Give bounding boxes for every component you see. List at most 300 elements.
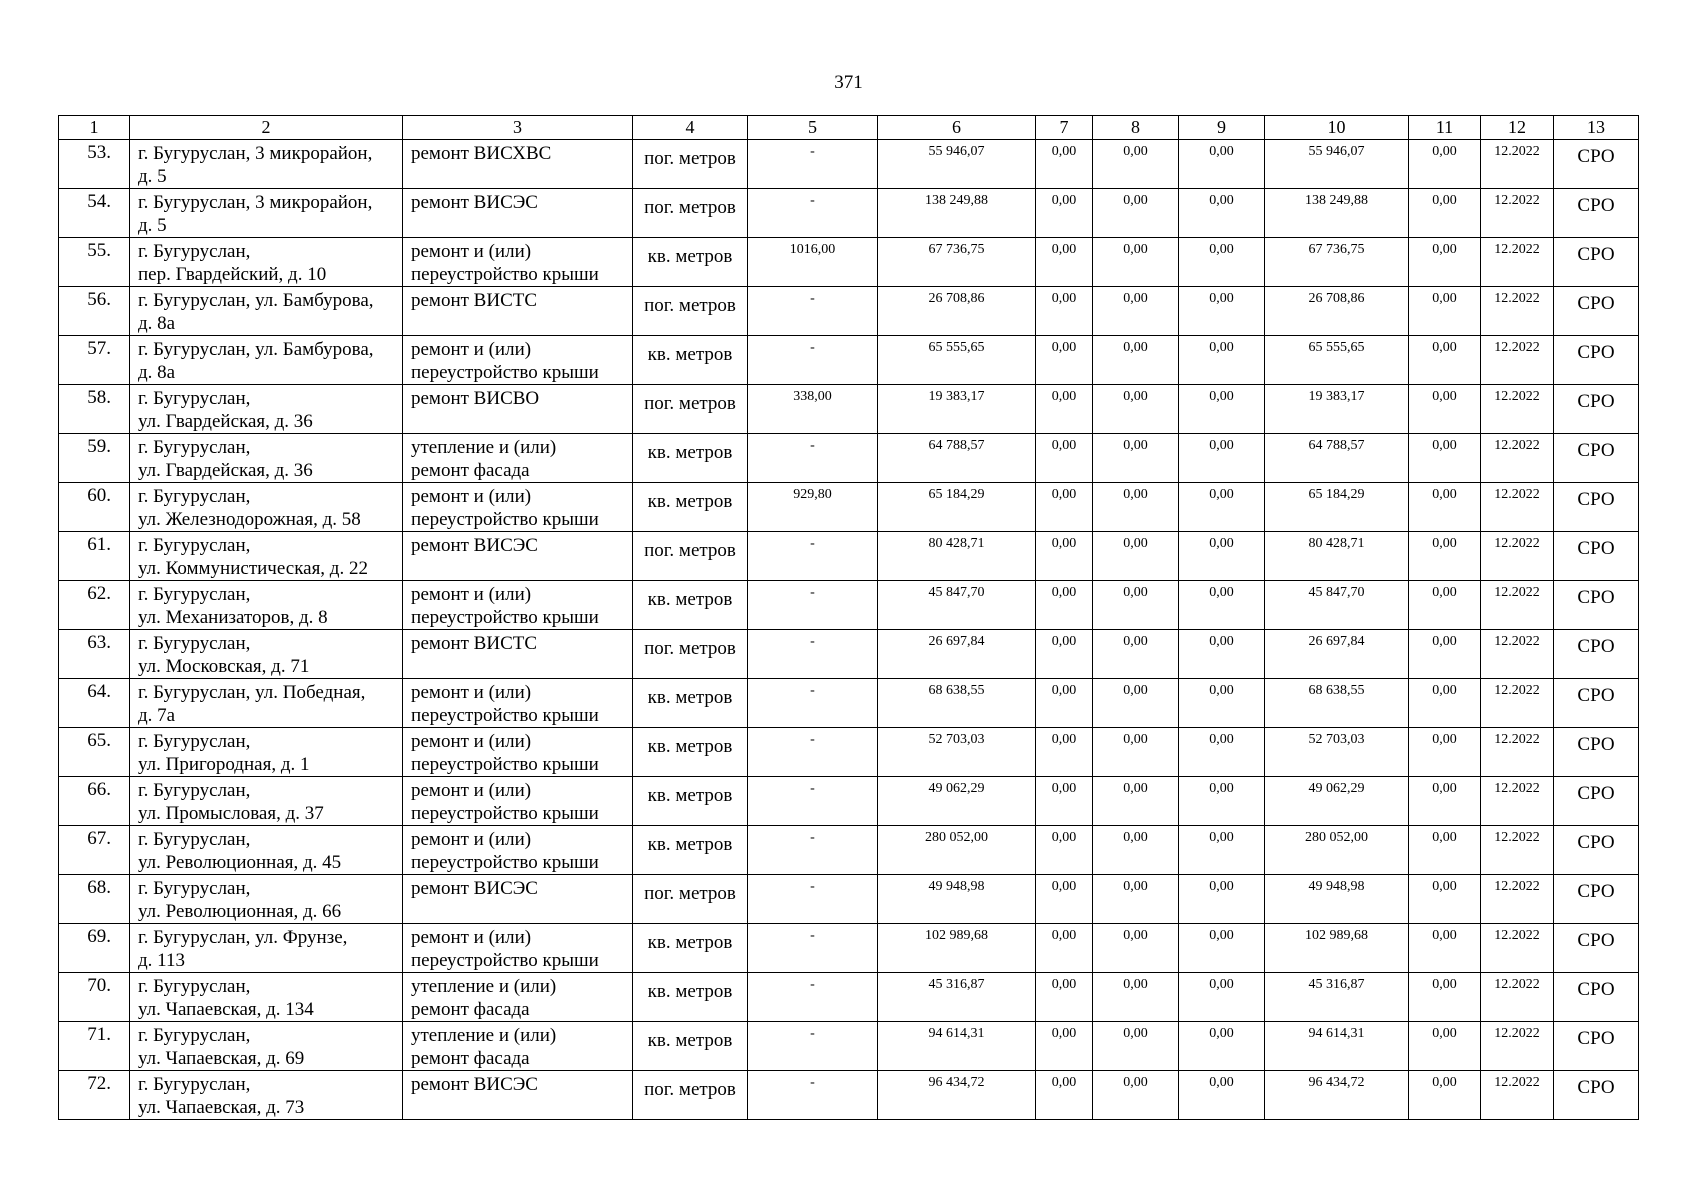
funding-source-cell-line: СРО <box>1577 391 1615 412</box>
deadline-cell <box>1481 875 1554 924</box>
col9-cell-line: 0,00 <box>1209 879 1234 894</box>
table-row <box>59 581 1639 630</box>
total-cost-cell <box>878 238 1036 287</box>
col7-cell-line: 0,00 <box>1051 977 1077 992</box>
unit-cell <box>633 581 748 630</box>
col11-cell <box>1409 336 1481 385</box>
unit-cell <box>633 728 748 777</box>
table-row <box>59 973 1639 1022</box>
deadline-cell <box>1481 581 1554 630</box>
volume-cell-line: - <box>810 879 815 894</box>
col8-cell <box>1093 728 1179 777</box>
col9-cell-line: 0,00 <box>1209 389 1234 404</box>
address-cell-line: г. Бугуруслан, <box>138 780 251 801</box>
unit-cell <box>633 1071 748 1120</box>
work-type-cell <box>403 385 633 434</box>
col8-cell <box>1093 826 1179 875</box>
col9-cell-line: 0,00 <box>1209 487 1234 502</box>
work-type-cell-line: утепление и (или) <box>411 437 557 458</box>
row-number <box>59 385 130 434</box>
row-number-line: 54. <box>87 191 111 212</box>
table-row <box>59 1022 1639 1071</box>
col8-cell <box>1093 1022 1179 1071</box>
deadline-cell-line: 12.2022 <box>1494 634 1540 649</box>
volume-cell-line: - <box>810 340 815 355</box>
work-type-cell <box>403 1022 633 1071</box>
col11-cell <box>1409 189 1481 238</box>
row-number <box>59 826 130 875</box>
address-cell-line: д. 8а <box>138 362 176 383</box>
col8-cell <box>1093 140 1179 189</box>
work-type-cell <box>403 483 633 532</box>
col8-cell <box>1093 336 1179 385</box>
address-cell <box>130 973 403 1022</box>
col10-cell <box>1265 875 1409 924</box>
col10-cell-line: 68 638,55 <box>1308 683 1365 698</box>
column-number-12: 12 <box>1481 116 1554 140</box>
work-type-cell-line: переустройство крыши <box>411 803 599 824</box>
col7-cell <box>1036 385 1093 434</box>
unit-cell <box>633 973 748 1022</box>
col11-cell-line: 0,00 <box>1432 242 1457 257</box>
total-cost-cell-line: 49 948,98 <box>928 879 985 894</box>
address-cell-line: ул. Революционная, д. 45 <box>138 852 342 873</box>
col7-cell <box>1036 140 1093 189</box>
repair-program-table <box>58 115 1639 1120</box>
total-cost-cell <box>878 924 1036 973</box>
row-number-line: 66. <box>87 779 111 800</box>
total-cost-cell-line: 280 052,00 <box>925 830 988 845</box>
column-number-11: 11 <box>1409 116 1481 140</box>
col9-cell-line: 0,00 <box>1209 830 1234 845</box>
column-number-6: 6 <box>878 116 1036 140</box>
total-cost-cell <box>878 532 1036 581</box>
deadline-cell-line: 12.2022 <box>1494 487 1540 502</box>
col9-cell <box>1179 189 1265 238</box>
table-row <box>59 140 1639 189</box>
col11-cell-line: 0,00 <box>1432 1075 1457 1090</box>
col7-cell-line: 0,00 <box>1051 1026 1077 1041</box>
col9-cell-line: 0,00 <box>1209 732 1234 747</box>
funding-source-cell-line: СРО <box>1577 1077 1615 1098</box>
deadline-cell-line: 12.2022 <box>1494 585 1540 600</box>
total-cost-cell-line: 26 708,86 <box>928 291 985 306</box>
unit-cell <box>633 189 748 238</box>
table-row <box>59 238 1639 287</box>
col11-cell-line: 0,00 <box>1432 781 1457 796</box>
table-row <box>59 1071 1639 1120</box>
col9-cell <box>1179 238 1265 287</box>
funding-source-cell <box>1554 679 1639 728</box>
address-cell-line: г. Бугуруслан, <box>138 437 251 458</box>
work-type-cell-line: ремонт ВИСТС <box>411 633 538 654</box>
unit-cell <box>633 287 748 336</box>
col10-cell <box>1265 973 1409 1022</box>
column-number-2: 2 <box>130 116 403 140</box>
total-cost-cell-line: 55 946,07 <box>928 144 985 159</box>
total-cost-cell <box>878 140 1036 189</box>
unit-cell-line: пог. метров <box>644 197 736 218</box>
volume-cell-line: - <box>810 830 815 845</box>
table-body <box>59 140 1639 1120</box>
work-type-cell <box>403 973 633 1022</box>
table-row <box>59 483 1639 532</box>
work-type-cell-line: ремонт ВИСЭС <box>411 1074 538 1095</box>
col8-cell <box>1093 777 1179 826</box>
volume-cell <box>748 973 878 1022</box>
col7-cell <box>1036 875 1093 924</box>
col7-cell-line: 0,00 <box>1051 536 1077 551</box>
address-cell-line: ул. Чапаевская, д. 73 <box>138 1097 305 1118</box>
col11-cell <box>1409 973 1481 1022</box>
col7-cell-line: 0,00 <box>1051 144 1077 159</box>
row-number <box>59 1071 130 1120</box>
col8-cell-line: 0,00 <box>1123 340 1148 355</box>
col8-cell <box>1093 1071 1179 1120</box>
row-number <box>59 630 130 679</box>
table-row <box>59 924 1639 973</box>
col7-cell-line: 0,00 <box>1051 830 1077 845</box>
volume-cell-line: - <box>810 585 815 600</box>
col11-cell-line: 0,00 <box>1432 340 1457 355</box>
funding-source-cell-line: СРО <box>1577 440 1615 461</box>
col7-cell-line: 0,00 <box>1051 732 1077 747</box>
col11-cell <box>1409 924 1481 973</box>
address-cell-line: г. Бугуруслан, ул. Бамбурова, <box>138 339 374 360</box>
column-number-9: 9 <box>1179 116 1265 140</box>
volume-cell-line: - <box>810 781 815 796</box>
work-type-cell-line: ремонт и (или) <box>411 339 532 360</box>
col9-cell <box>1179 679 1265 728</box>
volume-cell-line: - <box>810 683 815 698</box>
col10-cell <box>1265 385 1409 434</box>
funding-source-cell-line: СРО <box>1577 783 1615 804</box>
col8-cell-line: 0,00 <box>1123 438 1148 453</box>
col7-cell <box>1036 434 1093 483</box>
column-number-1: 1 <box>59 116 130 140</box>
col8-cell-line: 0,00 <box>1123 242 1148 257</box>
total-cost-cell-line: 94 614,31 <box>928 1026 985 1041</box>
col11-cell-line: 0,00 <box>1432 144 1457 159</box>
row-number <box>59 287 130 336</box>
col11-cell-line: 0,00 <box>1432 830 1457 845</box>
col11-cell-line: 0,00 <box>1432 683 1457 698</box>
address-cell-line: г. Бугуруслан, ул. Фрунзе, <box>138 927 348 948</box>
table-row <box>59 434 1639 483</box>
volume-cell <box>748 679 878 728</box>
col10-cell <box>1265 483 1409 532</box>
col7-cell-line: 0,00 <box>1051 683 1077 698</box>
deadline-cell-line: 12.2022 <box>1494 1075 1540 1090</box>
address-cell-line: г. Бугуруслан, ул. Бамбурова, <box>138 290 374 311</box>
unit-cell-line: пог. метров <box>644 148 736 169</box>
unit-cell-line: кв. метров <box>647 589 733 610</box>
work-type-cell-line: переустройство крыши <box>411 754 599 775</box>
col10-cell <box>1265 434 1409 483</box>
row-number-line: 70. <box>87 975 111 996</box>
col10-cell <box>1265 238 1409 287</box>
work-type-cell-line: ремонт ВИСХВС <box>411 143 552 164</box>
work-type-cell-line: ремонт фасада <box>411 460 530 481</box>
col11-cell <box>1409 140 1481 189</box>
table-row <box>59 826 1639 875</box>
col9-cell-line: 0,00 <box>1209 340 1234 355</box>
address-cell-line: ул. Московская, д. 71 <box>138 656 310 677</box>
funding-source-cell-line: СРО <box>1577 881 1615 902</box>
col10-cell <box>1265 728 1409 777</box>
address-cell-line: ул. Пригородная, д. 1 <box>138 754 310 775</box>
volume-cell-line: 929,80 <box>793 487 832 502</box>
work-type-cell-line: переустройство крыши <box>411 950 599 971</box>
col10-cell <box>1265 924 1409 973</box>
work-type-cell <box>403 532 633 581</box>
col10-cell-line: 26 708,86 <box>1308 291 1365 306</box>
funding-source-cell-line: СРО <box>1577 489 1615 510</box>
col8-cell <box>1093 287 1179 336</box>
volume-cell-line: - <box>810 634 815 649</box>
funding-source-cell <box>1554 434 1639 483</box>
col10-cell-line: 67 736,75 <box>1308 242 1365 257</box>
work-type-cell-line: переустройство крыши <box>411 509 599 530</box>
col8-cell-line: 0,00 <box>1123 879 1148 894</box>
address-cell <box>130 581 403 630</box>
row-number-line: 56. <box>87 289 111 310</box>
address-cell-line: ул. Гвардейская, д. 36 <box>138 460 313 481</box>
work-type-cell-line: ремонт ВИСЭС <box>411 192 538 213</box>
col11-cell-line: 0,00 <box>1432 879 1457 894</box>
unit-cell-line: кв. метров <box>647 736 733 757</box>
total-cost-cell-line: 80 428,71 <box>928 536 985 551</box>
address-cell <box>130 1071 403 1120</box>
col11-cell-line: 0,00 <box>1432 928 1457 943</box>
table-row <box>59 385 1639 434</box>
deadline-cell-line: 12.2022 <box>1494 438 1540 453</box>
col11-cell-line: 0,00 <box>1432 389 1457 404</box>
total-cost-cell-line: 45 316,87 <box>928 977 985 992</box>
col9-cell <box>1179 875 1265 924</box>
col9-cell-line: 0,00 <box>1209 1075 1234 1090</box>
address-cell-line: г. Бугуруслан, <box>138 388 251 409</box>
volume-cell-line: - <box>810 291 815 306</box>
col9-cell-line: 0,00 <box>1209 144 1234 159</box>
col11-cell-line: 0,00 <box>1432 732 1457 747</box>
col10-cell <box>1265 532 1409 581</box>
col7-cell <box>1036 679 1093 728</box>
column-number-5: 5 <box>748 116 878 140</box>
column-number-3: 3 <box>403 116 633 140</box>
col8-cell <box>1093 189 1179 238</box>
col8-cell-line: 0,00 <box>1123 585 1148 600</box>
unit-cell-line: кв. метров <box>647 1030 733 1051</box>
volume-cell <box>748 385 878 434</box>
total-cost-cell-line: 26 697,84 <box>928 634 985 649</box>
row-number-line: 67. <box>87 828 111 849</box>
col11-cell <box>1409 287 1481 336</box>
col10-cell-line: 26 697,84 <box>1308 634 1365 649</box>
deadline-cell-line: 12.2022 <box>1494 977 1540 992</box>
col9-cell <box>1179 1071 1265 1120</box>
col7-cell-line: 0,00 <box>1051 291 1077 306</box>
address-cell-line: г. Бугуруслан, ул. Победная, <box>138 682 366 703</box>
col7-cell <box>1036 973 1093 1022</box>
col9-cell <box>1179 826 1265 875</box>
col9-cell <box>1179 140 1265 189</box>
col10-cell-line: 49 948,98 <box>1308 879 1365 894</box>
row-number-line: 63. <box>87 632 111 653</box>
col7-cell <box>1036 1071 1093 1120</box>
col10-cell-line: 64 788,57 <box>1308 438 1365 453</box>
col8-cell <box>1093 385 1179 434</box>
funding-source-cell <box>1554 483 1639 532</box>
work-type-cell <box>403 679 633 728</box>
address-cell-line: г. Бугуруслан, 3 микрорайон, <box>138 143 373 164</box>
unit-cell-line: кв. метров <box>647 981 733 1002</box>
row-number <box>59 875 130 924</box>
funding-source-cell <box>1554 140 1639 189</box>
col10-cell-line: 94 614,31 <box>1308 1026 1365 1041</box>
funding-source-cell <box>1554 826 1639 875</box>
col10-cell-line: 55 946,07 <box>1308 144 1365 159</box>
address-cell-line: ул. Механизаторов, д. 8 <box>138 607 328 628</box>
row-number <box>59 1022 130 1071</box>
deadline-cell <box>1481 630 1554 679</box>
unit-cell-line: пог. метров <box>644 1079 736 1100</box>
work-type-cell-line: переустройство крыши <box>411 705 599 726</box>
volume-cell <box>748 140 878 189</box>
work-type-cell-line: ремонт ВИСЭС <box>411 535 538 556</box>
work-type-cell-line: ремонт и (или) <box>411 780 532 801</box>
col10-cell-line: 96 434,72 <box>1308 1075 1365 1090</box>
total-cost-cell-line: 65 184,29 <box>928 487 985 502</box>
funding-source-cell-line: СРО <box>1577 930 1615 951</box>
volume-cell <box>748 336 878 385</box>
col8-cell-line: 0,00 <box>1123 536 1148 551</box>
work-type-cell-line: переустройство крыши <box>411 362 599 383</box>
work-type-cell <box>403 728 633 777</box>
funding-source-cell <box>1554 532 1639 581</box>
address-cell <box>130 826 403 875</box>
table-row <box>59 336 1639 385</box>
deadline-cell <box>1481 924 1554 973</box>
unit-cell-line: кв. метров <box>647 246 733 267</box>
col7-cell <box>1036 728 1093 777</box>
row-number <box>59 581 130 630</box>
deadline-cell-line: 12.2022 <box>1494 389 1540 404</box>
row-number-line: 60. <box>87 485 111 506</box>
col10-cell <box>1265 140 1409 189</box>
col7-cell <box>1036 532 1093 581</box>
col7-cell-line: 0,00 <box>1051 389 1077 404</box>
table-row <box>59 532 1639 581</box>
unit-cell <box>633 140 748 189</box>
total-cost-cell-line: 19 383,17 <box>928 389 985 404</box>
volume-cell <box>748 826 878 875</box>
volume-cell-line: 1016,00 <box>789 242 836 257</box>
address-cell-line: ул. Железнодорожная, д. 58 <box>138 509 361 530</box>
total-cost-cell-line: 96 434,72 <box>928 1075 985 1090</box>
unit-cell <box>633 336 748 385</box>
row-number-line: 64. <box>87 681 111 702</box>
col8-cell-line: 0,00 <box>1123 683 1148 698</box>
volume-cell-line: - <box>810 928 815 943</box>
volume-cell-line: - <box>810 732 815 747</box>
work-type-cell-line: ремонт и (или) <box>411 927 532 948</box>
funding-source-cell-line: СРО <box>1577 1028 1615 1049</box>
page-number: 371 <box>834 72 863 93</box>
volume-cell <box>748 581 878 630</box>
row-number <box>59 924 130 973</box>
volume-cell <box>748 238 878 287</box>
deadline-cell <box>1481 1022 1554 1071</box>
address-cell <box>130 483 403 532</box>
col7-cell <box>1036 238 1093 287</box>
unit-cell-line: кв. метров <box>647 785 733 806</box>
col8-cell <box>1093 679 1179 728</box>
work-type-cell-line: переустройство крыши <box>411 852 599 873</box>
col7-cell <box>1036 924 1093 973</box>
address-cell <box>130 728 403 777</box>
unit-cell <box>633 434 748 483</box>
deadline-cell-line: 12.2022 <box>1494 781 1540 796</box>
deadline-cell-line: 12.2022 <box>1494 144 1540 159</box>
col11-cell-line: 0,00 <box>1432 977 1457 992</box>
col10-cell <box>1265 777 1409 826</box>
address-cell-line: ул. Гвардейская, д. 36 <box>138 411 313 432</box>
col9-cell-line: 0,00 <box>1209 1026 1234 1041</box>
col11-cell <box>1409 1022 1481 1071</box>
col10-cell-line: 52 703,03 <box>1308 732 1365 747</box>
col10-cell <box>1265 679 1409 728</box>
volume-cell <box>748 434 878 483</box>
col8-cell <box>1093 630 1179 679</box>
deadline-cell <box>1481 728 1554 777</box>
total-cost-cell <box>878 1071 1036 1120</box>
col7-cell-line: 0,00 <box>1051 487 1077 502</box>
col8-cell-line: 0,00 <box>1123 928 1148 943</box>
deadline-cell-line: 12.2022 <box>1494 291 1540 306</box>
deadline-cell-line: 12.2022 <box>1494 340 1540 355</box>
unit-cell-line: кв. метров <box>647 442 733 463</box>
col7-cell <box>1036 336 1093 385</box>
column-number-10: 10 <box>1265 116 1409 140</box>
row-number <box>59 973 130 1022</box>
deadline-cell <box>1481 532 1554 581</box>
col10-cell <box>1265 826 1409 875</box>
col8-cell-line: 0,00 <box>1123 1026 1148 1041</box>
col9-cell <box>1179 777 1265 826</box>
col7-cell-line: 0,00 <box>1051 928 1077 943</box>
col7-cell <box>1036 630 1093 679</box>
total-cost-cell-line: 68 638,55 <box>928 683 985 698</box>
col9-cell <box>1179 483 1265 532</box>
total-cost-cell <box>878 287 1036 336</box>
total-cost-cell <box>878 630 1036 679</box>
col11-cell-line: 0,00 <box>1432 291 1457 306</box>
col10-cell-line: 65 184,29 <box>1308 487 1365 502</box>
col11-cell <box>1409 728 1481 777</box>
col9-cell-line: 0,00 <box>1209 536 1234 551</box>
row-number <box>59 532 130 581</box>
col9-cell-line: 0,00 <box>1209 928 1234 943</box>
col10-cell-line: 102 989,68 <box>1305 928 1368 943</box>
row-number-line: 71. <box>87 1024 111 1045</box>
address-cell-line: д. 8а <box>138 313 176 334</box>
total-cost-cell <box>878 728 1036 777</box>
deadline-cell <box>1481 140 1554 189</box>
address-cell-line: пер. Гвардейский, д. 10 <box>138 264 327 285</box>
col11-cell <box>1409 532 1481 581</box>
col11-cell <box>1409 483 1481 532</box>
